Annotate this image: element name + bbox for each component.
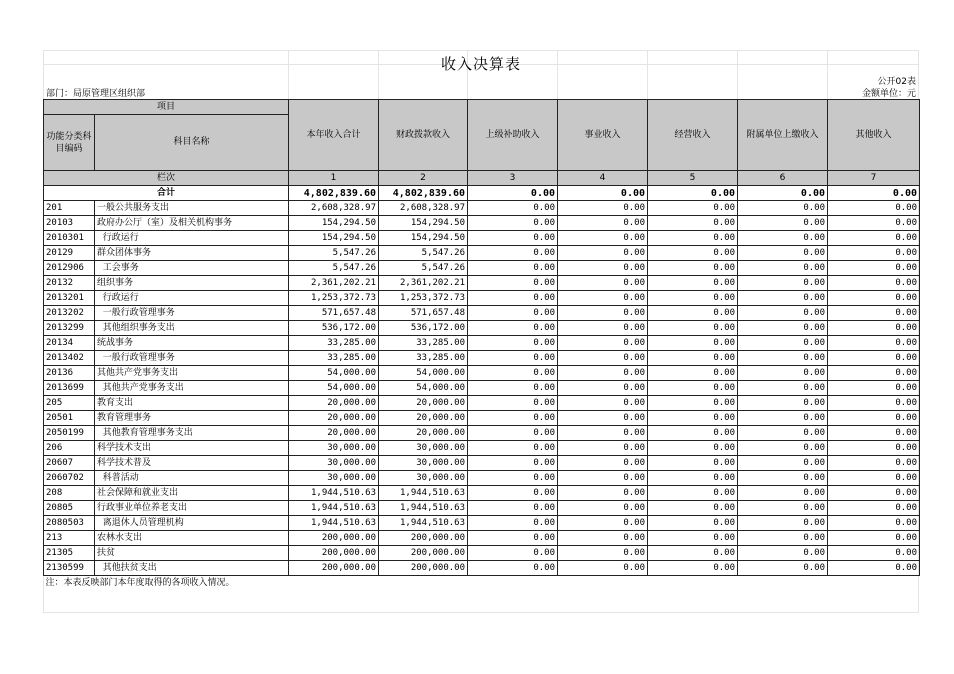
table-row	[44, 366, 920, 381]
row-value[interactable]: 0.00	[738, 531, 828, 546]
row-value[interactable]: 0.00	[828, 426, 920, 441]
header-name[interactable]: 科目名称	[95, 115, 289, 171]
row-value[interactable]: 0.00	[558, 546, 648, 561]
row-value[interactable]: 0.00	[828, 441, 920, 456]
row-value[interactable]: 0.00	[738, 366, 828, 381]
total-value[interactable]: 4,802,839.60	[379, 186, 468, 201]
row-value[interactable]: 0.00	[828, 516, 920, 531]
row-value[interactable]: 0.00	[828, 216, 920, 231]
row-value[interactable]: 0.00	[738, 456, 828, 471]
row-name[interactable]: 离退休人员管理机构	[95, 516, 289, 531]
row-value[interactable]: 0.00	[648, 306, 738, 321]
table-row	[44, 291, 920, 306]
unit-label: 金额单位：元	[861, 89, 916, 99]
row-value[interactable]: 0.00	[558, 246, 648, 261]
row-value[interactable]: 0.00	[468, 201, 558, 216]
row-value[interactable]: 5,547.26	[379, 246, 468, 261]
row-value[interactable]: 0.00	[738, 276, 828, 291]
row-name[interactable]: 统战事务	[95, 336, 289, 351]
row-value[interactable]: 0.00	[828, 336, 920, 351]
row-code[interactable]: 2013202	[44, 306, 95, 321]
table-row	[44, 531, 920, 546]
row-name[interactable]: 组织事务	[95, 276, 289, 291]
row-value[interactable]: 0.00	[468, 231, 558, 246]
row-value[interactable]: 0.00	[468, 261, 558, 276]
table-row	[44, 351, 920, 366]
row-value[interactable]: 0.00	[468, 306, 558, 321]
row-name[interactable]: 农林水支出	[95, 531, 289, 546]
row-value[interactable]: 0.00	[828, 366, 920, 381]
row-value[interactable]: 0.00	[648, 216, 738, 231]
row-value[interactable]: 0.00	[558, 456, 648, 471]
header-other-income[interactable]: 其他收入	[828, 100, 920, 171]
row-value[interactable]: 0.00	[468, 411, 558, 426]
row-code[interactable]: 20134	[44, 336, 95, 351]
row-value[interactable]: 0.00	[468, 546, 558, 561]
table-row	[44, 336, 920, 351]
row-value[interactable]: 2,361,202.21	[379, 276, 468, 291]
row-value[interactable]: 200,000.00	[379, 561, 468, 576]
header-item[interactable]: 项目	[44, 100, 289, 115]
row-name[interactable]: 行政事业单位养老支出	[95, 501, 289, 516]
row-name[interactable]: 一般公共服务支出	[95, 201, 289, 216]
row-value[interactable]: 0.00	[738, 516, 828, 531]
row-code[interactable]: 20103	[44, 216, 95, 231]
sheet-gridline	[43, 50, 919, 51]
row-value[interactable]: 0.00	[558, 381, 648, 396]
row-value[interactable]: 30,000.00	[379, 456, 468, 471]
row-value[interactable]: 0.00	[558, 201, 648, 216]
row-value[interactable]: 0.00	[468, 456, 558, 471]
row-value[interactable]: 0.00	[828, 261, 920, 276]
row-value[interactable]: 200,000.00	[289, 531, 379, 546]
row-value[interactable]: 0.00	[738, 411, 828, 426]
row-value[interactable]: 5,547.26	[289, 246, 379, 261]
col-index[interactable]: 6	[738, 171, 828, 186]
row-value[interactable]: 0.00	[828, 306, 920, 321]
row-value[interactable]: 0.00	[828, 276, 920, 291]
col-index[interactable]: 1	[289, 171, 379, 186]
row-value[interactable]: 0.00	[558, 366, 648, 381]
row-value[interactable]: 0.00	[648, 516, 738, 531]
row-value[interactable]: 0.00	[648, 381, 738, 396]
row-value[interactable]: 0.00	[468, 291, 558, 306]
row-value[interactable]: 1,944,510.63	[379, 486, 468, 501]
row-value[interactable]: 1,944,510.63	[289, 501, 379, 516]
row-value[interactable]: 0.00	[828, 501, 920, 516]
row-value[interactable]: 0.00	[648, 366, 738, 381]
row-value[interactable]: 54,000.00	[289, 381, 379, 396]
row-value[interactable]: 154,294.50	[289, 231, 379, 246]
row-value[interactable]: 0.00	[648, 501, 738, 516]
table-row	[44, 246, 920, 261]
row-value[interactable]: 0.00	[558, 231, 648, 246]
row-value[interactable]: 200,000.00	[289, 546, 379, 561]
row-value[interactable]: 1,253,372.73	[289, 291, 379, 306]
row-name[interactable]: 科学技术支出	[95, 441, 289, 456]
row-value[interactable]: 20,000.00	[289, 396, 379, 411]
row-code[interactable]: 20805	[44, 501, 95, 516]
row-code[interactable]: 2010301	[44, 231, 95, 246]
row-code[interactable]: 20501	[44, 411, 95, 426]
row-value[interactable]: 0.00	[648, 396, 738, 411]
row-value[interactable]: 571,657.48	[289, 306, 379, 321]
row-value[interactable]: 30,000.00	[289, 456, 379, 471]
row-value[interactable]: 0.00	[828, 231, 920, 246]
row-name[interactable]: 其他组织事务支出	[95, 321, 289, 336]
row-value[interactable]: 0.00	[828, 411, 920, 426]
row-value[interactable]: 0.00	[468, 516, 558, 531]
row-value[interactable]: 0.00	[828, 561, 920, 576]
row-value[interactable]: 0.00	[468, 246, 558, 261]
row-code[interactable]: 2013699	[44, 381, 95, 396]
row-value[interactable]: 0.00	[828, 486, 920, 501]
row-value[interactable]: 0.00	[558, 291, 648, 306]
row-value[interactable]: 0.00	[738, 396, 828, 411]
row-value[interactable]: 0.00	[558, 321, 648, 336]
row-code[interactable]: 2012906	[44, 261, 95, 276]
row-value[interactable]: 1,253,372.73	[379, 291, 468, 306]
table-row	[44, 561, 920, 576]
row-value[interactable]: 0.00	[648, 411, 738, 426]
row-value[interactable]: 200,000.00	[379, 531, 468, 546]
row-name[interactable]: 其他共产党事务支出	[95, 366, 289, 381]
table-row	[44, 216, 920, 231]
row-code[interactable]: 2013201	[44, 291, 95, 306]
row-value[interactable]: 54,000.00	[289, 366, 379, 381]
row-value[interactable]: 0.00	[468, 441, 558, 456]
col-index[interactable]: 2	[379, 171, 468, 186]
row-value[interactable]: 0.00	[558, 471, 648, 486]
row-code[interactable]: 20132	[44, 276, 95, 291]
row-value[interactable]: 0.00	[558, 396, 648, 411]
row-value[interactable]: 33,285.00	[379, 351, 468, 366]
row-value[interactable]: 0.00	[558, 306, 648, 321]
row-name[interactable]: 教育支出	[95, 396, 289, 411]
row-code[interactable]: 206	[44, 441, 95, 456]
table-row	[44, 201, 920, 216]
table-note: 注：本表反映部门本年度取得的各项收入情况。	[45, 577, 235, 588]
table-row	[44, 441, 920, 456]
table-row	[44, 486, 920, 501]
row-name[interactable]: 科普活动	[95, 471, 289, 486]
row-value[interactable]: 0.00	[468, 396, 558, 411]
row-value[interactable]: 0.00	[558, 216, 648, 231]
row-name[interactable]: 行政运行	[95, 291, 289, 306]
row-value[interactable]: 0.00	[558, 336, 648, 351]
row-value[interactable]: 0.00	[828, 381, 920, 396]
row-value[interactable]: 0.00	[468, 276, 558, 291]
row-value[interactable]: 0.00	[468, 321, 558, 336]
row-value[interactable]: 0.00	[648, 456, 738, 471]
row-value[interactable]: 0.00	[468, 426, 558, 441]
row-code[interactable]: 21305	[44, 546, 95, 561]
row-value[interactable]: 0.00	[648, 201, 738, 216]
row-value[interactable]: 0.00	[738, 336, 828, 351]
row-value[interactable]: 1,944,510.63	[289, 516, 379, 531]
row-value[interactable]: 154,294.50	[379, 231, 468, 246]
row-value[interactable]: 0.00	[828, 531, 920, 546]
row-value[interactable]: 20,000.00	[379, 396, 468, 411]
col-index[interactable]: 7	[828, 171, 920, 186]
row-value[interactable]: 0.00	[558, 486, 648, 501]
row-value[interactable]: 0.00	[468, 471, 558, 486]
row-value[interactable]: 0.00	[738, 561, 828, 576]
row-value[interactable]: 0.00	[558, 426, 648, 441]
row-value[interactable]: 0.00	[828, 471, 920, 486]
lanci-label[interactable]: 栏次	[44, 171, 289, 186]
row-value[interactable]: 0.00	[738, 441, 828, 456]
department-label: 部门：局原管理区组织部	[46, 89, 146, 99]
row-value[interactable]: 20,000.00	[379, 411, 468, 426]
row-name[interactable]: 教育管理事务	[95, 411, 289, 426]
header-fiscal-allocation[interactable]: 财政拨款收入	[379, 100, 468, 171]
row-value[interactable]: 20,000.00	[289, 426, 379, 441]
row-value[interactable]: 0.00	[468, 531, 558, 546]
header-affiliated-turnover[interactable]: 附属单位上缴收入	[738, 100, 828, 171]
row-value[interactable]: 0.00	[738, 216, 828, 231]
row-value[interactable]: 0.00	[468, 351, 558, 366]
report-title: 收入决算表	[440, 55, 521, 73]
row-value[interactable]: 0.00	[648, 351, 738, 366]
row-value[interactable]: 0.00	[738, 201, 828, 216]
table-row	[44, 306, 920, 321]
row-value[interactable]: 0.00	[648, 561, 738, 576]
spreadsheet-sheet	[43, 50, 919, 613]
row-code[interactable]: 2130599	[44, 561, 95, 576]
row-name[interactable]: 群众团体事务	[95, 246, 289, 261]
row-value[interactable]: 0.00	[738, 486, 828, 501]
row-value[interactable]: 33,285.00	[289, 351, 379, 366]
row-value[interactable]: 0.00	[738, 321, 828, 336]
row-value[interactable]: 0.00	[558, 276, 648, 291]
row-value[interactable]: 154,294.50	[289, 216, 379, 231]
form-number: 公开02表	[877, 77, 916, 87]
row-code[interactable]: 213	[44, 531, 95, 546]
row-value[interactable]: 0.00	[648, 321, 738, 336]
row-name[interactable]: 政府办公厅（室）及相关机构事务	[95, 216, 289, 231]
row-value[interactable]: 0.00	[468, 501, 558, 516]
row-value[interactable]: 0.00	[828, 456, 920, 471]
row-value[interactable]: 0.00	[738, 351, 828, 366]
row-value[interactable]: 0.00	[738, 546, 828, 561]
row-value[interactable]: 0.00	[468, 561, 558, 576]
row-code[interactable]: 205	[44, 396, 95, 411]
row-value[interactable]: 0.00	[648, 471, 738, 486]
row-value[interactable]: 30,000.00	[289, 441, 379, 456]
row-value[interactable]: 5,547.26	[289, 261, 379, 276]
row-value[interactable]: 0.00	[828, 246, 920, 261]
row-value[interactable]: 30,000.00	[379, 441, 468, 456]
row-value[interactable]: 0.00	[738, 291, 828, 306]
row-value[interactable]: 0.00	[828, 351, 920, 366]
table-row	[44, 426, 920, 441]
header-business-income[interactable]: 事业收入	[558, 100, 648, 171]
row-value[interactable]: 54,000.00	[379, 366, 468, 381]
row-value[interactable]: 536,172.00	[379, 321, 468, 336]
table-row	[44, 231, 920, 246]
row-value[interactable]: 33,285.00	[379, 336, 468, 351]
row-name[interactable]: 其他共产党事务支出	[95, 381, 289, 396]
total-value[interactable]: 0.00	[648, 186, 738, 201]
income-table	[43, 99, 920, 591]
row-value[interactable]: 30,000.00	[289, 471, 379, 486]
row-value[interactable]: 0.00	[738, 306, 828, 321]
row-value[interactable]: 20,000.00	[379, 426, 468, 441]
row-name[interactable]: 扶贫	[95, 546, 289, 561]
total-value[interactable]: 0.00	[558, 186, 648, 201]
row-value[interactable]: 200,000.00	[379, 546, 468, 561]
header-code[interactable]: 功能分类科目编码	[44, 115, 95, 171]
row-name[interactable]: 其他扶贫支出	[95, 561, 289, 576]
row-value[interactable]: 536,172.00	[289, 321, 379, 336]
row-value[interactable]: 1,944,510.63	[289, 486, 379, 501]
row-value[interactable]: 0.00	[828, 321, 920, 336]
row-code[interactable]: 2050199	[44, 426, 95, 441]
row-value[interactable]: 0.00	[468, 381, 558, 396]
row-value[interactable]: 0.00	[648, 231, 738, 246]
table-row	[44, 456, 920, 471]
row-value[interactable]: 0.00	[648, 486, 738, 501]
header-operating-income[interactable]: 经营收入	[648, 100, 738, 171]
header-superior-subsidy[interactable]: 上级补助收入	[468, 100, 558, 171]
col-index[interactable]: 4	[558, 171, 648, 186]
table-row	[44, 321, 920, 336]
row-value[interactable]: 0.00	[648, 546, 738, 561]
row-value[interactable]: 2,608,328.97	[379, 201, 468, 216]
row-value[interactable]: 0.00	[738, 426, 828, 441]
table-row	[44, 396, 920, 411]
row-name[interactable]: 社会保障和就业支出	[95, 486, 289, 501]
row-code[interactable]: 2080503	[44, 516, 95, 531]
table-row	[44, 261, 920, 276]
row-code[interactable]: 208	[44, 486, 95, 501]
total-value[interactable]: 0.00	[828, 186, 920, 201]
row-value[interactable]: 0.00	[648, 426, 738, 441]
row-value[interactable]: 0.00	[828, 201, 920, 216]
row-code[interactable]: 2013299	[44, 321, 95, 336]
table-row	[44, 501, 920, 516]
row-value[interactable]: 0.00	[468, 336, 558, 351]
row-value[interactable]: 5,547.26	[379, 261, 468, 276]
row-code[interactable]: 2013402	[44, 351, 95, 366]
total-label[interactable]: 合计	[44, 186, 289, 201]
table-row	[44, 381, 920, 396]
row-code[interactable]: 201	[44, 201, 95, 216]
table-row	[44, 546, 920, 561]
row-name[interactable]: 工会事务	[95, 261, 289, 276]
row-value[interactable]: 1,944,510.63	[379, 516, 468, 531]
total-value[interactable]: 4,802,839.60	[289, 186, 379, 201]
row-value[interactable]: 0.00	[558, 411, 648, 426]
header-total-income[interactable]: 本年收入合计	[289, 100, 379, 171]
row-value[interactable]: 571,657.48	[379, 306, 468, 321]
row-value[interactable]: 0.00	[648, 336, 738, 351]
row-value[interactable]: 0.00	[648, 531, 738, 546]
row-value[interactable]: 0.00	[738, 231, 828, 246]
row-value[interactable]: 0.00	[558, 501, 648, 516]
row-value[interactable]: 0.00	[558, 531, 648, 546]
row-code[interactable]: 20136	[44, 366, 95, 381]
sheet-gridline	[43, 612, 919, 613]
row-name[interactable]: 行政运行	[95, 231, 289, 246]
row-name[interactable]: 其他教育管理事务支出	[95, 426, 289, 441]
row-value[interactable]: 154,294.50	[379, 216, 468, 231]
row-value[interactable]: 0.00	[738, 261, 828, 276]
row-value[interactable]: 200,000.00	[289, 561, 379, 576]
col-index[interactable]: 5	[648, 171, 738, 186]
row-value[interactable]: 0.00	[468, 216, 558, 231]
row-value[interactable]: 0.00	[828, 291, 920, 306]
row-value[interactable]: 0.00	[468, 366, 558, 381]
total-value[interactable]: 0.00	[468, 186, 558, 201]
row-value[interactable]: 0.00	[828, 396, 920, 411]
row-value[interactable]: 0.00	[738, 246, 828, 261]
row-code[interactable]: 20607	[44, 456, 95, 471]
table-row	[44, 516, 920, 531]
row-value[interactable]: 0.00	[648, 261, 738, 276]
col-index[interactable]: 3	[468, 171, 558, 186]
row-value[interactable]: 0.00	[558, 261, 648, 276]
row-name[interactable]: 一般行政管理事务	[95, 306, 289, 321]
row-value[interactable]: 0.00	[648, 291, 738, 306]
table-row	[44, 471, 920, 486]
row-value[interactable]: 30,000.00	[379, 471, 468, 486]
row-value[interactable]: 0.00	[738, 471, 828, 486]
row-name[interactable]: 一般行政管理事务	[95, 351, 289, 366]
row-value[interactable]: 2,608,328.97	[289, 201, 379, 216]
row-value[interactable]: 0.00	[558, 516, 648, 531]
row-value[interactable]: 0.00	[558, 441, 648, 456]
row-code[interactable]: 20129	[44, 246, 95, 261]
row-value[interactable]: 2,361,202.21	[289, 276, 379, 291]
row-value[interactable]: 0.00	[648, 441, 738, 456]
row-value[interactable]: 0.00	[648, 246, 738, 261]
row-value[interactable]: 20,000.00	[289, 411, 379, 426]
row-value[interactable]: 0.00	[738, 381, 828, 396]
row-value[interactable]: 0.00	[828, 546, 920, 561]
row-value[interactable]: 0.00	[558, 351, 648, 366]
row-code[interactable]: 2060702	[44, 471, 95, 486]
total-value[interactable]: 0.00	[738, 186, 828, 201]
note-row	[44, 576, 920, 591]
row-value[interactable]: 0.00	[738, 501, 828, 516]
row-value[interactable]: 0.00	[468, 486, 558, 501]
row-value[interactable]: 33,285.00	[289, 336, 379, 351]
row-value[interactable]: 54,000.00	[379, 381, 468, 396]
row-name[interactable]: 科学技术普及	[95, 456, 289, 471]
row-value[interactable]: 0.00	[558, 561, 648, 576]
table-row	[44, 411, 920, 426]
row-value[interactable]: 1,944,510.63	[379, 501, 468, 516]
row-value[interactable]: 0.00	[648, 276, 738, 291]
table-row	[44, 276, 920, 291]
